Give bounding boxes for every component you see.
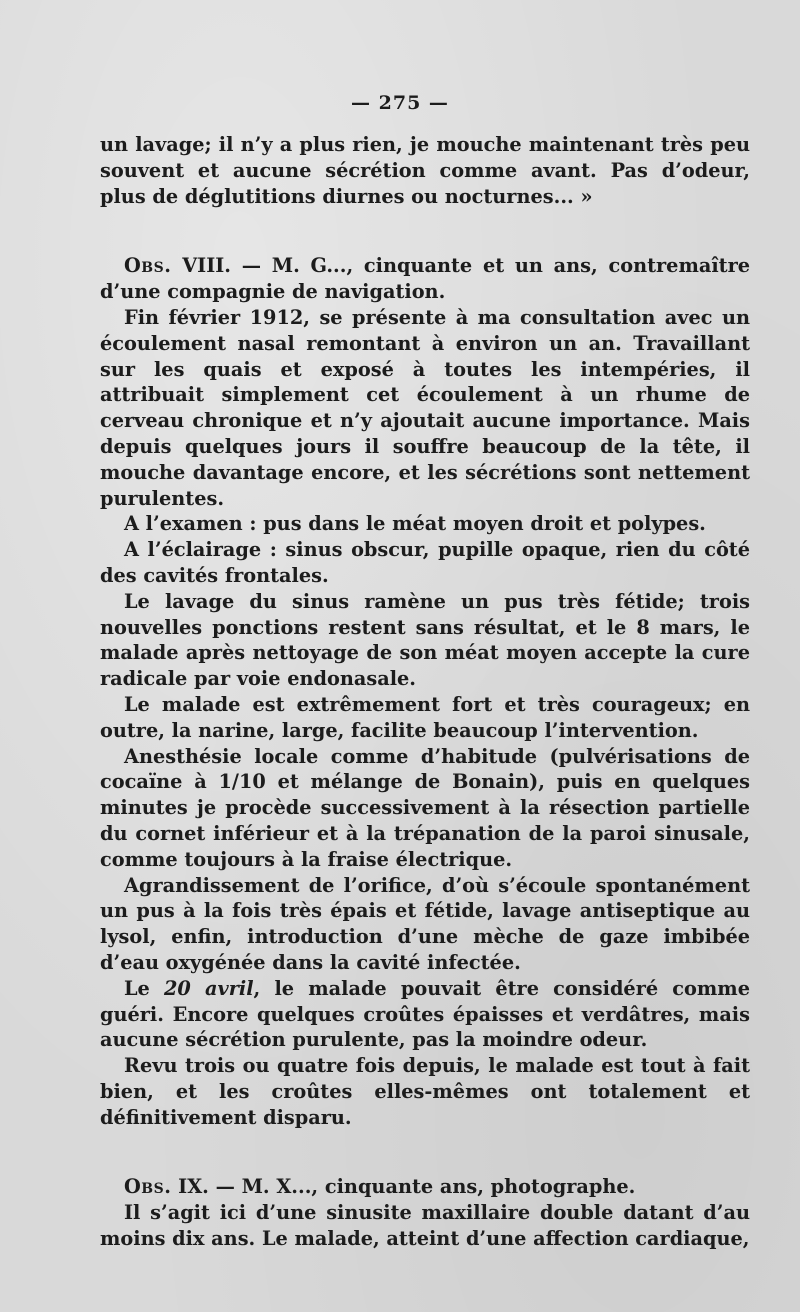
paragraph-continuation: un lavage; il n’y a plus rien, je mouche maintenant très peu souvent et aucune sécrétion comme avant. Pas d’odeur, plus de déglutitions diurnes ou nocturnes... »	[100, 133, 750, 208]
page-number: — 275 —	[351, 92, 449, 114]
obs-8-text: VIII. — M. G..., cinquante et un ans, contremaître d’une compagnie de navigation.	[100, 254, 750, 304]
paragraph: Anesthésie locale comme d’habitude (pulvérisations de cocaïne à 1/10 et mélange de Bonain), puis en quelques minutes je procède successivement à la résection partielle du cornet inférieur et à la trépanation de la paroi sinusale, comme toujours à la fraise électrique.	[100, 744, 750, 871]
date-italic: 20 avril	[164, 976, 254, 1000]
obs-8-heading	[100, 253, 750, 305]
obs-9-heading	[100, 1174, 750, 1200]
paragraph: Revu trois ou quatre fois depuis, le malade est tout à fait bien, et les croûtes elles-mêmes ont totalement et définitivement disparu.	[100, 1054, 750, 1129]
obs-label: Obs.	[124, 254, 172, 278]
section-gap	[100, 209, 750, 253]
obs-9-text: IX. — M. X..., cinquante ans, photographe.	[178, 1175, 636, 1199]
paragraph: A l’examen : pus dans le méat moyen droit et polypes.	[124, 512, 706, 536]
paragraph: Fin février 1912, se présente à ma consultation avec un écoulement nasal remontant à environ un an. Travaillant sur les quais et exposé à toutes les intempéries, il attribuait simplement cet écoulement à un rhume de cerveau chronique et n’y ajoutait aucune importance. Mais depuis quelques jours il souffre beaucoup de la tête, il mouche davantage encore, et les sécrétions sont nettement purulentes.	[100, 305, 750, 510]
paragraph-rest: , le malade pouvait être considéré comme guéri. Encore quelques croûtes épaisses et verdâtres, mais aucune sécrétion purulente, pas la moindre odeur.	[100, 976, 750, 1052]
section-gap	[100, 1130, 750, 1174]
paragraph: Agrandissement de l’orifice, d’où s’écoule spontanément un pus à la fois très épais et fétide, lavage antiseptique au lysol, enfin, introduction d’une mèche de gaze imbibée d’eau oxygénée dans la cavité infectée.	[100, 873, 750, 974]
paragraph: Il s’agit ici d’une sinusite maxillaire double datant d’au moins dix ans. Le malade, atteint d’une affection cardiaque,	[100, 1201, 750, 1251]
paragraph: Le lavage du sinus ramène un pus très fétide; trois nouvelles ponctions restent sans résultat, et le 8 mars, le malade après nettoyage de son méat moyen accepte la cure radicale par voie endonasale.	[100, 589, 750, 691]
paragraph: Le malade est extrêmement fort et très courageux; en outre, la narine, large, facilite beaucoup l’intervention.	[100, 692, 750, 742]
paragraph-start: Le	[124, 976, 165, 1000]
paragraph-date	[100, 976, 750, 1053]
paragraph: A l’éclairage : sinus obscur, pupille opaque, rien du côté des cavités frontales.	[100, 538, 750, 587]
obs-label: Obs.	[124, 1175, 172, 1199]
page-body	[100, 132, 750, 1252]
